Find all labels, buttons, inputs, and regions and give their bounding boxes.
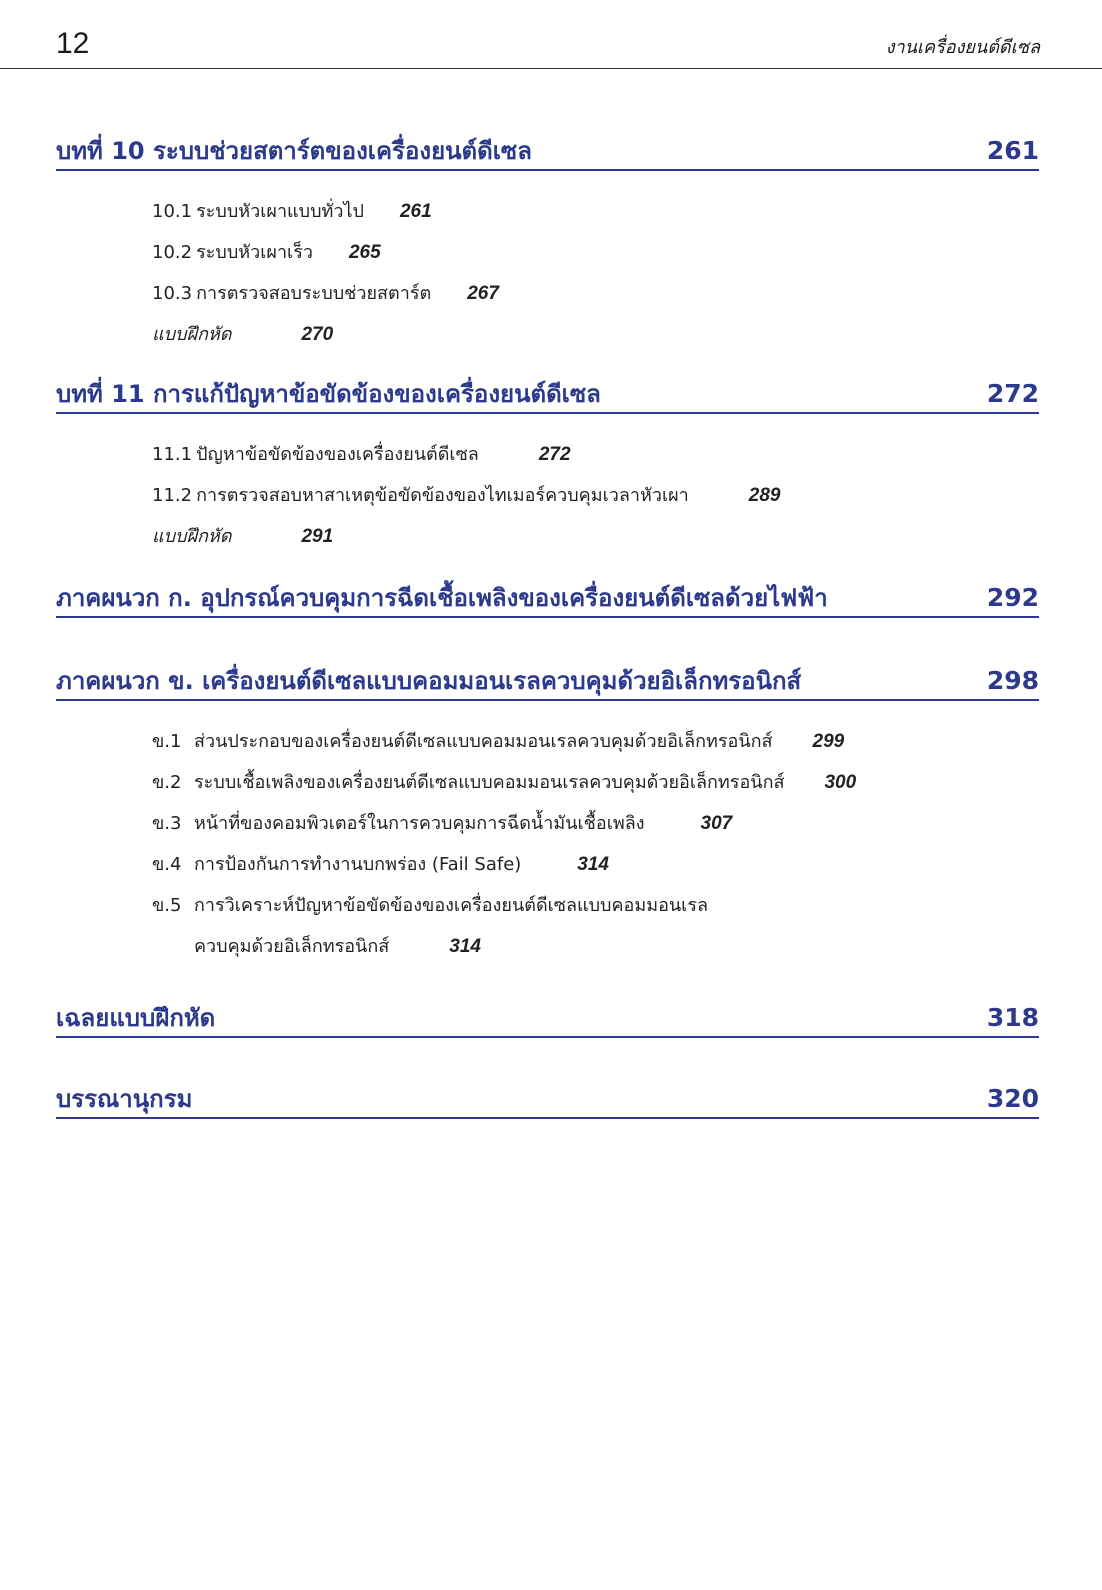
entry-label: ส่วนประกอบของเครื่องยนต์ดีเซลแบบคอมมอนเรลควบคุมด้วยอิเล็กทรอนิกส์ (194, 731, 773, 752)
entry-label: การป้องกันการทำงานบกพร่อง (Fail Safe) (194, 854, 522, 875)
running-title: งานเครื่องยนต์ดีเซล (885, 37, 1040, 57)
entry-number: 10.1 (152, 201, 193, 222)
entry-page-number: 300 (824, 772, 857, 793)
appendix-a-heading[interactable] (56, 581, 1039, 618)
entry-label: การตรวจสอบระบบช่วยสตาร์ต (196, 283, 432, 304)
entry-page-number: 299 (812, 731, 845, 752)
toc-entry-11-exercise[interactable] (152, 516, 1039, 557)
entry-continuation (152, 926, 1039, 967)
toc-entry-10-exercise[interactable] (152, 314, 1039, 355)
entry-page-number: 265 (348, 242, 381, 263)
section-title: เฉลยแบบฝึกหัด (56, 1004, 216, 1032)
chapter-11-items (56, 434, 1039, 557)
entry-page-number: 291 (301, 526, 334, 547)
toc-entry-b-3[interactable] (152, 803, 1039, 844)
entry-page-number: 289 (748, 485, 781, 506)
entry-label: แบบฝึกหัด (152, 526, 232, 547)
chapter-11-section (56, 377, 1039, 557)
entry-page-number: 267 (467, 283, 499, 304)
entry-page-number: 261 (399, 201, 432, 222)
appendix-b-items (56, 721, 1039, 967)
toc-entry-10-3[interactable] (152, 273, 1039, 314)
entry-page-number: 307 (700, 813, 733, 834)
chapter-title: บทที่ 10 ระบบช่วยสตาร์ตของเครื่องยนต์ดีเซล (56, 137, 532, 165)
entry-label: ปัญหาข้อขัดข้องของเครื่องยนต์ดีเซล (196, 444, 479, 465)
section-title: บรรณานุกรม (56, 1085, 193, 1113)
answers-section (56, 1001, 1039, 1038)
chapter-page-number: 261 (986, 136, 1039, 165)
chapter-10-items (56, 191, 1039, 355)
entry-number: ข.4 (152, 854, 182, 875)
section-page-number: 318 (986, 1003, 1039, 1032)
appendix-title: ภาคผนวก ข. เครื่องยนต์ดีเซลแบบคอมมอนเรลควบคุมด้วยอิเล็กทรอนิกส์ (56, 667, 802, 695)
entry-label: ระบบหัวเผาเร็ว (196, 242, 313, 263)
entry-label-continued: ควบคุมด้วยอิเล็กทรอนิกส์ (194, 936, 390, 957)
entry-page-number: 272 (538, 444, 571, 465)
entry-label: แบบฝึกหัด (152, 324, 232, 345)
entry-label: ระบบหัวเผาแบบทั่วไป (196, 201, 364, 222)
toc-entry-b-2[interactable] (152, 762, 1039, 803)
chapter-11-heading[interactable] (56, 377, 1039, 414)
entry-number: 10.2 (152, 242, 193, 263)
bibliography-section (56, 1082, 1039, 1119)
entry-number: ข.1 (152, 731, 182, 752)
entry-number: 10.3 (152, 283, 193, 304)
entry-number: 11.1 (152, 444, 193, 465)
appendix-b-section (56, 664, 1039, 967)
entry-page-number: 314 (577, 854, 609, 875)
entry-label: การตรวจสอบหาสาเหตุข้อขัดข้องของไทเมอร์ควบคุมเวลาหัวเผา (196, 485, 689, 506)
entry-number: ข.5 (152, 895, 182, 916)
entry-number: ข.2 (152, 772, 182, 793)
toc-entry-11-2[interactable] (152, 475, 1039, 516)
page-header (0, 0, 1102, 69)
chapter-title: บทที่ 11 การแก้ปัญหาข้อขัดข้องของเครื่องยนต์ดีเซล (56, 380, 601, 408)
chapter-page-number: 272 (986, 379, 1039, 408)
toc-entry-b-4[interactable] (152, 844, 1039, 885)
appendix-page-number: 292 (986, 583, 1039, 612)
toc-entry-b-1[interactable] (152, 721, 1039, 762)
toc-entry-11-1[interactable] (152, 434, 1039, 475)
answers-heading[interactable] (56, 1001, 1039, 1038)
entry-label: การวิเคราะห์ปัญหาข้อขัดข้องของเครื่องยนต์ดีเซลแบบคอมมอนเรล (194, 895, 709, 916)
entry-page-number: 314 (449, 936, 481, 957)
section-page-number: 320 (986, 1084, 1039, 1113)
entry-label: ระบบเชื้อเพลิงของเครื่องยนต์ดีเซลแบบคอมมอนเรลควบคุมด้วยอิเล็กทรอนิกส์ (194, 772, 785, 793)
appendix-title: ภาคผนวก ก. อุปกรณ์ควบคุมการฉีดเชื้อเพลิงของเครื่องยนต์ดีเซลด้วยไฟฟ้า (56, 584, 828, 612)
appendix-a-section (56, 581, 1039, 618)
bibliography-heading[interactable] (56, 1082, 1039, 1119)
chapter-10-section (56, 134, 1039, 355)
chapter-10-heading[interactable] (56, 134, 1039, 171)
appendix-page-number: 298 (986, 666, 1039, 695)
entry-number: 11.2 (152, 485, 193, 506)
appendix-b-heading[interactable] (56, 664, 1039, 701)
entry-label: หน้าที่ของคอมพิวเตอร์ในการควบคุมการฉีดน้ำมันเชื้อเพลิง (194, 813, 645, 834)
entry-number: ข.3 (152, 813, 182, 834)
entry-page-number: 270 (301, 324, 334, 345)
toc-entry-10-1[interactable] (152, 191, 1039, 232)
table-of-contents (56, 68, 1039, 1119)
toc-entry-10-2[interactable] (152, 232, 1039, 273)
toc-entry-b-5[interactable] (152, 885, 1039, 967)
page-number: 12 (56, 27, 90, 60)
